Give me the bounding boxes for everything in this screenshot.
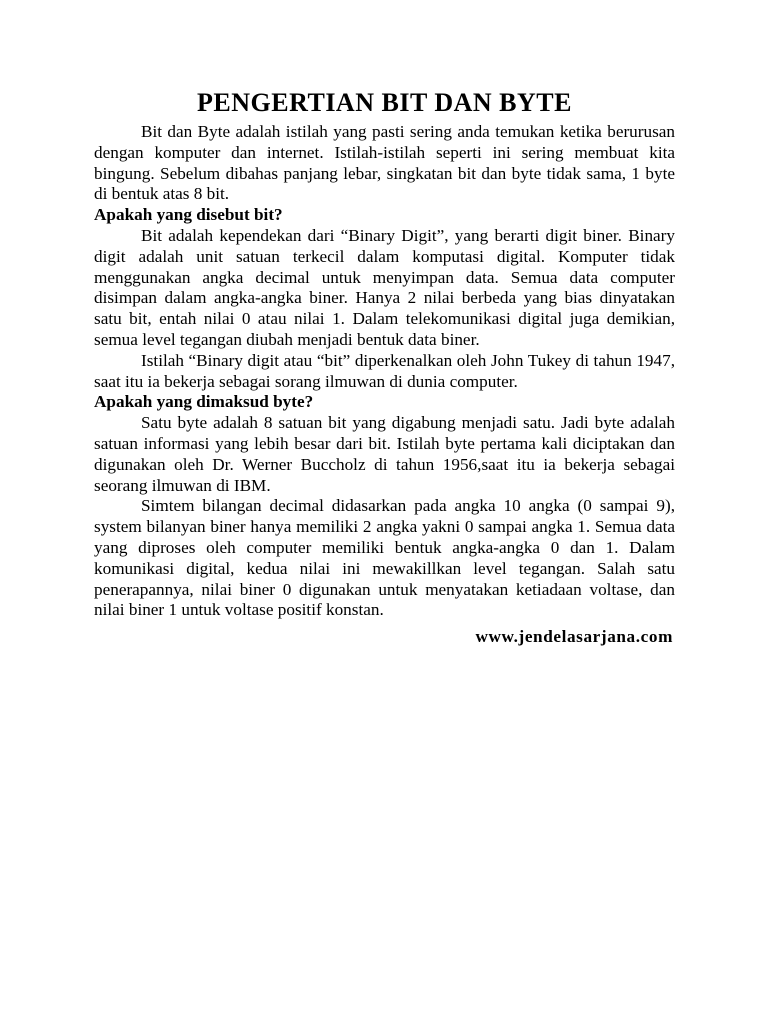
section-heading-byte: Apakah yang dimaksud byte?	[94, 392, 314, 412]
byte-paragraph-1: Satu byte adalah 8 satuan bit yang digabung menjadi satu. Jadi byte adalah satuan informasi yang lebih besar dari bit. Istilah byte pertama kali diciptakan dan digunakan oleh Dr. Werner Buccholz di tahun 1956,saat itu ia bekerja sebagai seorang ilmuwan di IBM.	[94, 413, 675, 495]
source-url: www.jendelasarjana.com	[475, 627, 673, 647]
intro-paragraph: Bit dan Byte adalah istilah yang pasti sering anda temukan ketika berurusan dengan komputer dan internet. Istilah-istilah seperti ini sering membuat kita bingung. Sebelum dibahas panjang lebar, singkatan bit dan byte tidak sama, 1 byte di bentuk atas 8 bit.	[94, 122, 675, 204]
bit-paragraph-2: Istilah “Binary digit atau “bit” diperkenalkan oleh John Tukey di tahun 1947, saat itu ia bekerja sebagai sorang ilmuwan di dunia computer.	[94, 350, 675, 391]
byte-paragraph-2: Simtem bilangan decimal didasarkan pada angka 10 angka (0 sampai 9), system bilanyan biner hanya memiliki 2 angka yakni 0 sampai angka 1. Semua data yang diproses oleh computer memiliki bentuk angka-angka 0 dan 1. Dalam komunikasi digital, kedua nilai ini mewakillkan level tegangan. Salah satu penerapannya, nilai biner 0 digunakan untuk menyatakan ketiadaan voltase, dan nilai biner 1 untuk voltase positif konstan.	[94, 496, 675, 620]
document-title: PENGERTIAN BIT DAN BYTE	[197, 88, 572, 117]
document-page	[94, 86, 675, 648]
section-heading-bit: Apakah yang disebut bit?	[94, 205, 283, 225]
bit-paragraph-1: Bit adalah kependekan dari “Binary Digit”, yang berarti digit biner. Binary digit adalah unit satuan terkecil dalam komputasi digital. Komputer tidak menggunakan angka decimal untuk menyimpan data. Semua data computer disimpan dalam angka-angka biner. Hanya 2 nilai berbeda yang bias dinyatakan satu bit, entah nilai 0 atau nilai 1. Dalam telekomunikasi digital juga demikian, semua level tegangan diubah menjadi bentuk data biner.	[94, 225, 675, 349]
